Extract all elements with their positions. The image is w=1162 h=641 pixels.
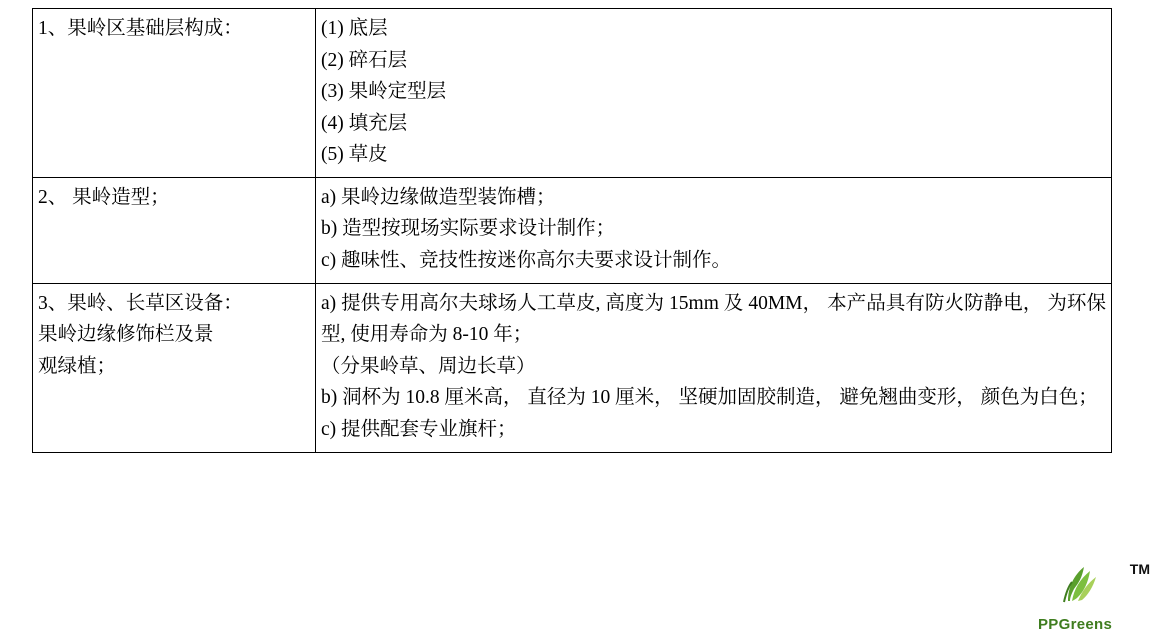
leaf-icon — [1058, 563, 1102, 603]
body-line: b) 造型按现场实际要求设计制作； — [321, 218, 616, 240]
body-line: a) 提供专用高尔夫球场人工草皮, 高度为 15mm 及 40MM， 本产品具有防火防静电， 为环保型, 使用寿命为 8-10 年； — [321, 292, 1106, 346]
table-cell-label — [33, 177, 316, 283]
body-line: (1) 底层 — [321, 18, 388, 39]
brand-greens: Greens — [1058, 616, 1113, 633]
label-line: 3、果岭、长草区设备： — [38, 292, 243, 314]
table-cell-label — [33, 9, 316, 178]
table-cell-label — [33, 283, 316, 452]
brand-pp: PP — [1038, 616, 1059, 633]
table-row — [33, 9, 1112, 178]
table-cell-body — [316, 9, 1112, 178]
label-line: 2、 果岭造型； — [38, 186, 170, 208]
table-row — [33, 177, 1112, 283]
body-line: (4) 填充层 — [321, 112, 408, 134]
table-row — [33, 283, 1112, 452]
label-line: 1、果岭区基础层构成： — [38, 18, 243, 39]
document-body — [32, 8, 1112, 453]
body-line: (2) 碎石层 — [321, 49, 408, 71]
trademark-label: TM — [1129, 561, 1150, 577]
body-line: (5) 草皮 — [321, 144, 388, 166]
body-line: c) 提供配套专业旗杆； — [321, 418, 517, 440]
body-line: c) 趣味性、竞技性按迷你高尔夫要求设计制作。 — [321, 250, 732, 272]
body-line: a) 果岭边缘做造型装饰槽； — [321, 186, 556, 208]
label-line: 果岭边缘修饰栏及景 — [38, 324, 214, 346]
body-line: b) 洞杯为 10.8 厘米高， 直径为 10 厘米， 坚硬加固胶制造， 避免翘曲变形， 颜色为白色； — [321, 387, 1098, 409]
ppgreens-logo — [1032, 559, 1152, 633]
body-line: (3) 果岭定型层 — [321, 81, 447, 103]
table-cell-body — [316, 283, 1112, 452]
table-body — [33, 9, 1112, 453]
brand-wordmark — [1038, 616, 1112, 633]
table-cell-body — [316, 177, 1112, 283]
specification-table — [32, 8, 1112, 453]
body-line: （分果岭草、周边长草） — [321, 355, 536, 377]
label-line: 观绿植； — [38, 355, 117, 377]
